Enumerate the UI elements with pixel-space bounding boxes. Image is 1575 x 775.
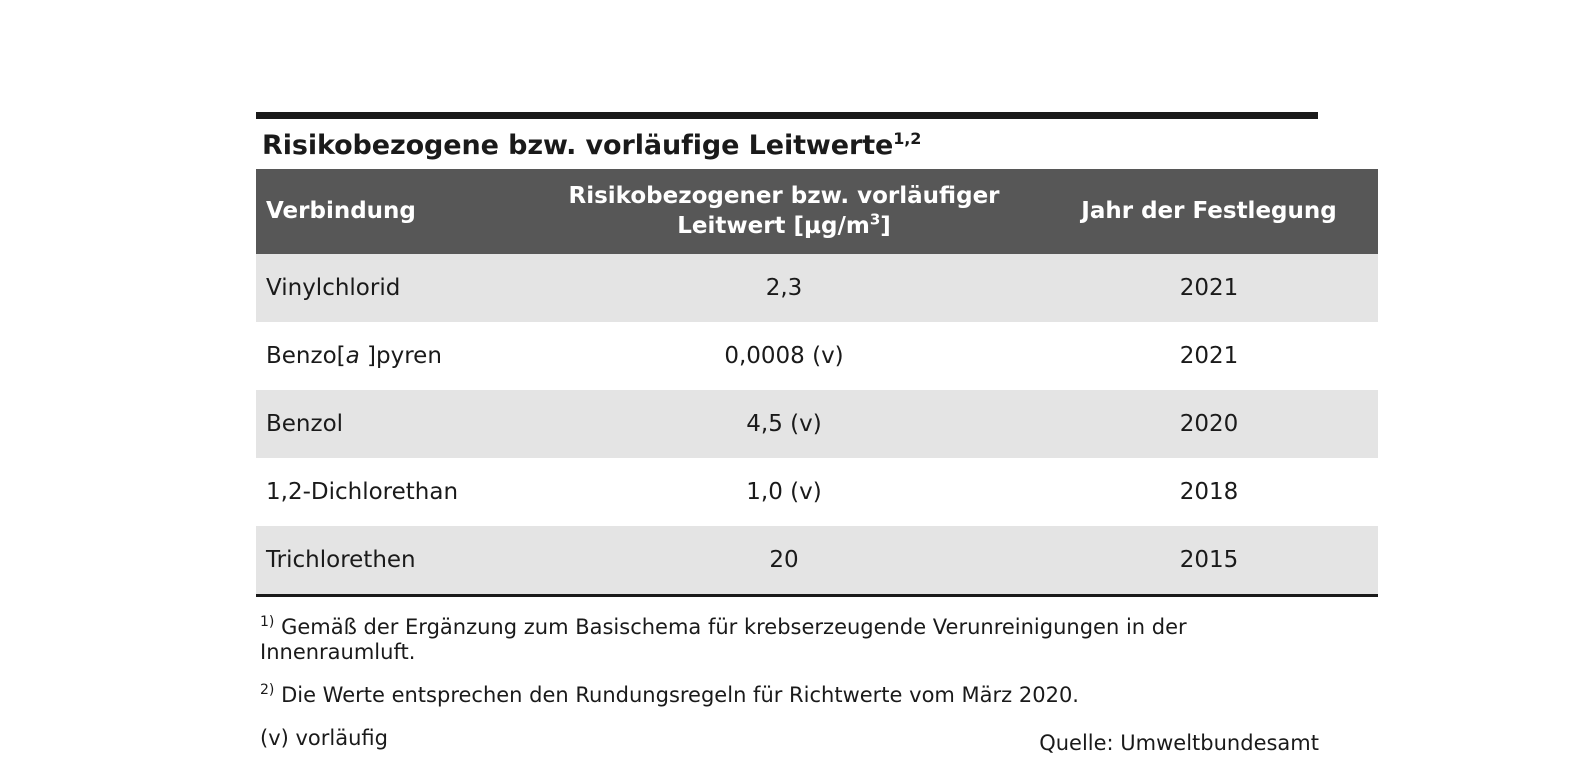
table-figure	[256, 112, 1337, 769]
table-title	[256, 119, 1318, 169]
cell-value: 0,0008 (v)	[528, 322, 1040, 390]
guideline-values-table	[256, 169, 1378, 597]
table-row	[256, 254, 1378, 322]
column-header-value-line1: Risikobezogener bzw. vorläufiger	[568, 183, 1000, 209]
cell-compound	[256, 322, 528, 390]
table-title-superscript: 1,2	[893, 129, 922, 148]
footnote-1-marker: 1)	[260, 613, 275, 630]
cell-value: 1,0 (v)	[528, 458, 1040, 526]
cell-year: 2020	[1040, 390, 1378, 458]
cell-compound: Vinylchlorid	[256, 254, 528, 322]
column-header-value-exponent: 3	[869, 210, 881, 229]
footnote-3-text: (v) vorläufig	[260, 726, 388, 751]
footnote-2	[256, 683, 1318, 726]
table-row	[256, 458, 1378, 526]
cell-compound-pre: Benzo[	[266, 342, 346, 369]
top-rule	[256, 112, 1318, 119]
cell-value: 4,5 (v)	[528, 390, 1040, 458]
column-header-value-line2b: ]	[880, 213, 891, 240]
table-title-text: Risikobezogene bzw. vorläufige Leitwerte	[262, 130, 894, 161]
cell-compound: 1,2-Dichlorethan	[256, 458, 528, 526]
cell-compound-italic: a	[345, 342, 360, 369]
cell-compound-post: ]pyren	[359, 342, 442, 369]
column-header-value-line2a: Leitwert [µg/m	[677, 213, 870, 240]
table-header-row	[256, 169, 1378, 254]
column-header-value	[528, 169, 1040, 254]
cell-year: 2021	[1040, 322, 1378, 390]
cell-year: 2015	[1040, 526, 1378, 596]
cell-compound: Benzol	[256, 390, 528, 458]
footnote-2-text: Die Werte entsprechen den Rundungsregeln für Richtwerte vom März 2020.	[281, 683, 1079, 708]
cell-value: 20	[528, 526, 1040, 596]
table-body	[256, 254, 1378, 596]
table-row	[256, 390, 1378, 458]
cell-compound: Trichlorethen	[256, 526, 528, 596]
source-credit: Quelle: Umweltbundesamt	[1039, 731, 1319, 755]
footnote-1-text: Gemäß der Ergänzung zum Basischema für krebserzeugende Verunreinigungen in der Innenraumluft.	[260, 614, 1187, 664]
footnote-2-marker: 2)	[260, 682, 275, 699]
cell-year: 2018	[1040, 458, 1378, 526]
column-header-compound: Verbindung	[256, 169, 528, 254]
table-row	[256, 322, 1378, 390]
footnote-1	[256, 615, 1318, 683]
column-header-year: Jahr der Festlegung	[1040, 169, 1378, 254]
cell-year: 2021	[1040, 254, 1378, 322]
table-row	[256, 526, 1378, 596]
table-head	[256, 169, 1378, 254]
cell-value: 2,3	[528, 254, 1040, 322]
